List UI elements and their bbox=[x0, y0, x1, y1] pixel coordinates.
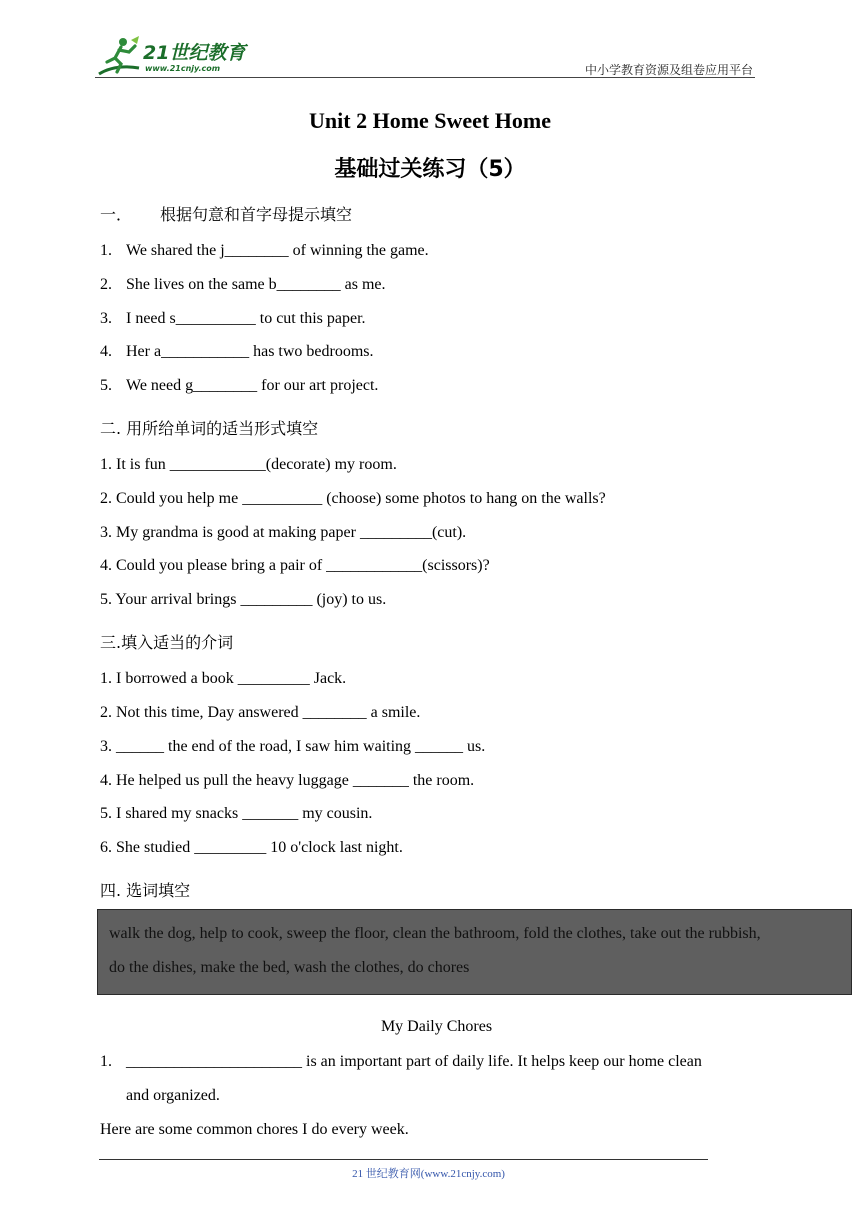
section-2-item: 2. Could you help me __________ (choose) some photos to hang on the walls? bbox=[100, 490, 606, 507]
section-2-item: 1. It is fun ____________(decorate) my room. bbox=[100, 456, 397, 473]
section-3-item: 4. He helped us pull the heavy luggage _______ the room. bbox=[100, 772, 475, 789]
header-divider bbox=[95, 77, 755, 78]
section-1-item: 5. We need g________ for our art project. bbox=[100, 377, 379, 394]
section-2-item: 3. My grandma is good at making paper _________(cut). bbox=[100, 524, 467, 541]
section-3-item: 3. ______ the end of the road, I saw him waiting ______ us. bbox=[100, 738, 486, 755]
logo-url: www.21cnjy.com bbox=[145, 64, 221, 73]
section-1-item: 1. We shared the j________ of winning the game. bbox=[100, 242, 429, 259]
section-3-item: 5. I shared my snacks _______ my cousin. bbox=[100, 805, 373, 822]
logo bbox=[95, 34, 265, 78]
page-title: Unit 2 Home Sweet Home bbox=[309, 108, 551, 133]
section-1-number: 一． bbox=[100, 205, 133, 224]
runner-logo-icon bbox=[95, 34, 143, 78]
section-3-item: 2. Not this time, Day answered ________ a smile. bbox=[100, 704, 421, 721]
section-2-heading: 二. 用所给单词的适当形式填空 bbox=[100, 419, 319, 438]
word-bank-line: do the dishes, make the bed, wash the clothes, do chores bbox=[109, 959, 470, 976]
section-2-item: 5. Your arrival brings _________ (joy) to us. bbox=[100, 591, 387, 608]
section-2-item: 4. Could you please bring a pair of ____________(scissors)? bbox=[100, 557, 490, 574]
section-1-heading bbox=[100, 202, 352, 225]
passage-item: 1. ______________________ is an important part of daily life. It helps keep our home clean bbox=[100, 1053, 702, 1070]
platform-name: 中小学教育资源及组卷应用平台 bbox=[584, 63, 753, 77]
section-1-item: 4. Her a___________ has two bedrooms. bbox=[100, 343, 374, 360]
passage-line: Here are some common chores I do every week. bbox=[100, 1121, 409, 1138]
section-1-item: 2. She lives on the same b________ as me. bbox=[100, 276, 386, 293]
section-3-item: 1. I borrowed a book _________ Jack. bbox=[100, 670, 347, 687]
footer-divider bbox=[99, 1159, 708, 1160]
section-1-title: 根据句意和首字母提示填空 bbox=[160, 205, 353, 224]
page-subtitle: 基础过关练习（5） bbox=[334, 157, 526, 182]
section-4-heading: 四. 选词填空 bbox=[100, 881, 191, 900]
section-1-item: 3. I need s__________ to cut this paper. bbox=[100, 310, 366, 327]
logo-text: 21世纪教育 bbox=[143, 42, 246, 64]
passage-item-continued: and organized. bbox=[126, 1087, 220, 1104]
page-header bbox=[95, 34, 755, 78]
footer-link[interactable]: 21 世纪教育网(www.21cnjy.com) bbox=[352, 1168, 505, 1180]
passage-title: My Daily Chores bbox=[380, 1018, 493, 1035]
word-bank-box bbox=[97, 909, 852, 995]
section-3-item: 6. She studied _________ 10 o'clock last night. bbox=[100, 839, 403, 856]
section-3-heading: 三.填入适当的介词 bbox=[100, 633, 234, 652]
word-bank-line: walk the dog, help to cook, sweep the floor, clean the bathroom, fold the clothes, take out the rubbish, bbox=[109, 925, 761, 942]
